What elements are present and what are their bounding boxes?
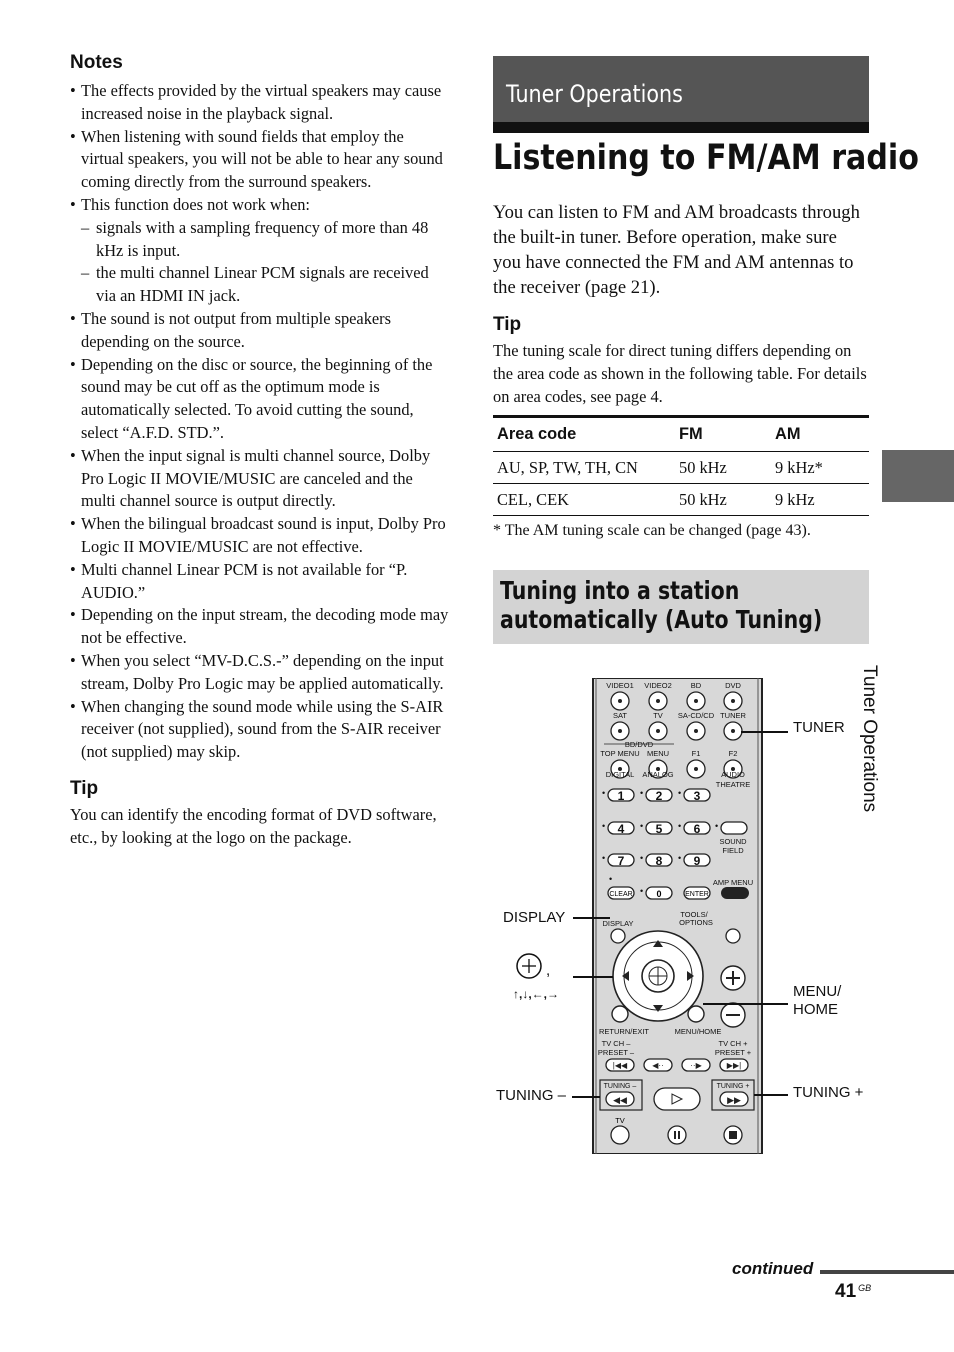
note-text: Depending on the disc or source, the beginning of the sound may be cut off as the optimum mode is automatically selected. To avoid cutting the sound, select “A.F.D. STD.”. [81, 354, 433, 442]
intro-paragraph: You can listen to FM and AM broadcasts through the built-in tuner. Before operation, make sure you have connected the FM and AM antennas to the receiver (page 21). [493, 202, 860, 298]
label-digital: DIGITAL [605, 770, 635, 779]
label-dvd: DVD [725, 681, 741, 690]
note-subitem: – signals with a sampling frequency of more than 48 kHz is input. [81, 217, 450, 263]
label-bd: BD [690, 681, 702, 690]
svg-text:•: • [640, 886, 644, 896]
table-row [493, 452, 869, 484]
return-button [612, 1006, 628, 1022]
label-tuning-minus: TUNING – [603, 1083, 637, 1090]
note-text: When changing the sound mode while using the S-AIR receiver (not supplied), sound from the S-AIR receiver (not supplied) may skip. [81, 696, 444, 762]
table-cell: AU, SP, TW, TH, CN [493, 452, 675, 484]
key-label-1: 1 [617, 789, 625, 803]
menu-callout-line2: HOME [793, 1001, 838, 1018]
label-tuner: TUNER [720, 711, 746, 720]
note-item [70, 126, 450, 194]
mute-button [726, 929, 740, 943]
key-label-5: 5 [655, 822, 663, 836]
continued-rule [820, 1270, 954, 1274]
display-button [611, 929, 625, 943]
svg-text:•: • [640, 788, 644, 798]
tv-power-button [611, 1126, 629, 1144]
page-number-value: 41 [835, 1281, 857, 1302]
tip-heading-right: Tip [493, 314, 522, 335]
note-item [70, 80, 450, 126]
display-callout-line [573, 917, 610, 919]
label-amp-menu: AMP MENU [712, 878, 754, 887]
label-audio: AUDIO [721, 770, 745, 779]
tuner-callout-line [741, 731, 788, 733]
display-callout: DISPLAY [503, 909, 566, 926]
note-item [70, 604, 450, 650]
note-item [70, 308, 450, 354]
notes-list [70, 80, 450, 764]
svg-text:▶▶|: ▶▶| [726, 1061, 742, 1070]
tuning-plus-callout-line [754, 1094, 788, 1096]
section-bar-title: Tuner Operations [506, 80, 683, 108]
label-top-menu: TOP MENU [600, 749, 640, 758]
key-label-9: 9 [693, 854, 701, 868]
page-number [835, 1281, 871, 1303]
key-label-6: 6 [693, 822, 701, 836]
label-preset-plus: PRESET + [714, 1048, 752, 1057]
label-tv: TV [653, 711, 663, 720]
key-label-0: 0 [656, 889, 662, 899]
label-sound: SOUND [719, 837, 747, 846]
note-sublist [81, 217, 450, 308]
tip-heading: Tip [70, 777, 99, 799]
table-cell: 50 kHz [675, 452, 771, 484]
svg-text:•: • [602, 788, 606, 798]
key-label-8: 8 [655, 854, 663, 868]
key-label-4: 4 [617, 822, 625, 836]
note-item [70, 650, 450, 696]
table-header-row [493, 417, 869, 452]
note-text: The effects provided by the virtual speakers may cause increased noise in the playback signal. [81, 81, 442, 123]
note-text: When listening with sound fields that employ the virtual speakers, you will not be able to hear any sound coming directly from the surround speakers. [81, 126, 443, 192]
section-rule [493, 122, 869, 133]
note-item [70, 513, 450, 559]
table-header: AM [775, 425, 801, 443]
note-text: Depending on the input stream, the decoding mode may not be effective. [81, 605, 449, 648]
tuner-callout: TUNER [793, 719, 845, 736]
label-menu-home: MENU/HOME [674, 1027, 722, 1036]
tip-text: You can identify the encoding format of DVD software, etc., by looking at the logo on the package. [70, 804, 437, 847]
svg-text:|◀◀: |◀◀ [612, 1061, 628, 1070]
label-return: RETURN/EXIT [598, 1027, 650, 1036]
svg-text:•: • [602, 821, 606, 831]
table-header: Area code [497, 425, 577, 443]
label-f1: F1 [691, 749, 701, 758]
note-text: When you select “MV-D.C.S.-” depending on the input stream, Dolby Pro Logic may be applied automatically. [81, 650, 444, 693]
label-f2: F2 [728, 749, 738, 758]
menu-home-button [688, 1006, 704, 1022]
continued-label: continued [732, 1259, 814, 1278]
label-theatre: THEATRE [715, 780, 751, 789]
label-tvch-plus: TV CH + [718, 1039, 748, 1048]
label-menu: MENU [646, 749, 670, 758]
side-tab-text: Tuner Operations [859, 665, 880, 813]
page-number-suffix: GB [858, 1283, 872, 1293]
svg-text:•: • [715, 821, 719, 831]
label-sat: SAT [612, 711, 628, 720]
side-tab [882, 450, 954, 502]
note-item [70, 559, 450, 605]
table-cell: 50 kHz [675, 484, 771, 516]
label-tools: TOOLS/ [680, 910, 708, 919]
subsection-line-1: Tuning into a station [500, 576, 740, 605]
tuning-plus-callout: TUNING + [793, 1084, 864, 1101]
table-row [493, 484, 869, 516]
label-preset-minus: PRESET – [597, 1048, 635, 1057]
note-text: This function does not work when: [81, 194, 310, 214]
table-cell: CEL, CEK [493, 484, 675, 516]
enter-label: ENTER [685, 891, 709, 898]
note-text: Multi channel Linear PCM is not available for “P. AUDIO.” [81, 559, 408, 602]
svg-text:•: • [602, 853, 606, 863]
table-cell: 9 kHz* [771, 452, 869, 484]
table-header: FM [679, 425, 703, 443]
note-item [70, 696, 450, 764]
menu-callout-line1: MENU/ [793, 983, 842, 1000]
remote-control-illustration [592, 678, 763, 1154]
svg-text:◀◀: ◀◀ [613, 1095, 627, 1105]
key-label-7: 7 [617, 854, 625, 868]
label-video1: VIDEO1 [606, 681, 634, 690]
label-sacd: SA-CD/CD [677, 711, 715, 720]
table-footnote: * The AM tuning scale can be changed (page 43). [493, 522, 811, 539]
svg-text:•: • [640, 821, 644, 831]
play-button [654, 1088, 700, 1110]
menu-callout-line [703, 1003, 788, 1005]
label-tv-power: TV [615, 1116, 625, 1125]
label-field: FIELD [722, 846, 744, 855]
enter-callout-comma: , [546, 962, 551, 979]
note-text: When the bilingual broadcast sound is input, Dolby Pro Logic II MOVIE/MUSIC are not effective. [81, 514, 446, 556]
side-tab-label [858, 665, 880, 812]
label-options: OPTIONS [679, 918, 713, 927]
label-analog: ANALOG [642, 770, 674, 779]
key-label-2: 2 [655, 789, 663, 803]
enter-icon [514, 952, 546, 982]
svg-text:▶▶: ▶▶ [727, 1095, 741, 1105]
label-tvch-minus: TV CH – [601, 1039, 631, 1048]
subsection-line-2: automatically (Auto Tuning) [500, 605, 823, 634]
note-item [70, 445, 450, 513]
key-label-3: 3 [693, 789, 701, 803]
tip-text-right: The tuning scale for direct tuning differs depending on the area code as shown in the following table. For details on area codes, see page 4. [493, 341, 867, 406]
section-bar [493, 56, 869, 122]
sound-field-button [721, 822, 747, 834]
tuning-minus-callout: TUNING – [496, 1087, 567, 1104]
tuning-minus-callout-line [572, 1096, 600, 1098]
svg-text:•: • [678, 788, 682, 798]
notes-heading: Notes [70, 52, 123, 73]
svg-text:•: • [609, 874, 613, 884]
subsection-heading [493, 570, 869, 644]
note-item [70, 354, 450, 445]
note-item [70, 194, 450, 308]
page-title: Listening to FM/AM radio [493, 138, 919, 178]
left-column [70, 52, 450, 850]
label-tuning-plus: TUNING + [716, 1083, 750, 1090]
clear-label: CLEAR [609, 891, 633, 898]
amp-menu-button [721, 887, 749, 899]
table-cell: 9 kHz [771, 484, 869, 516]
label-bddvd: BD/DVD [624, 740, 654, 749]
menu-home-callout [793, 983, 841, 1019]
note-text: The sound is not output from multiple speakers depending on the source. [81, 308, 392, 351]
arrows-callout-line [573, 976, 613, 978]
note-subitem: – the multi channel Linear PCM signals are received via an HDMI IN jack. [81, 262, 450, 308]
label-video2: VIDEO2 [644, 681, 672, 690]
pause-button [668, 1126, 686, 1144]
svg-text:•: • [640, 853, 644, 863]
arrow-buttons-callout: ↑,↓,←,→ [513, 987, 560, 1001]
svg-text:•: • [678, 821, 682, 831]
tuning-scale-table [493, 415, 869, 516]
svg-text:··▶: ··▶ [690, 1061, 702, 1070]
svg-text:◀··: ◀·· [652, 1061, 664, 1070]
svg-text:•: • [678, 853, 682, 863]
note-text: When the input signal is multi channel source, Dolby Pro Logic II MOVIE/MUSIC are canceled and the multi channel source is output directly. [81, 445, 431, 511]
label-display: DISPLAY [602, 919, 634, 928]
